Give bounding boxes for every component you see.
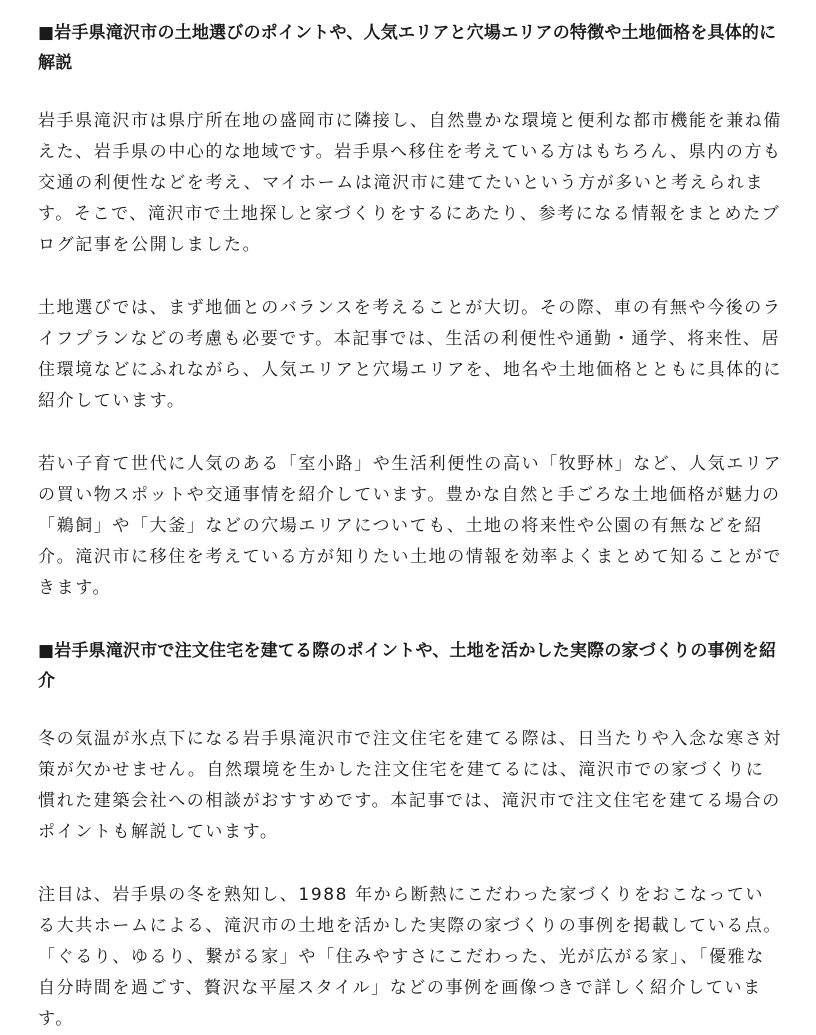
paragraph: 冬の気温が氷点下になる岩手県滝沢市で注文住宅を建てる際は、日当たりや入念な寒さ対策が欠かせません。自然環境を生かした注文住宅を建てるには、滝沢市での家づくりに慣れた建築会社への相談がおすすめです。本記事では、滝沢市で注文住宅を建てる場合のポイントも解説しています。 xyxy=(38,729,782,842)
paragraph: 岩手県滝沢市は県庁所在地の盛岡市に隣接し、自然豊かな環境と便利な都市機能を兼ね備えた、岩手県の中心的な地域です。岩手県へ移住を考えている方はもちろん、県内の方も交通の利便性などを考え、マイホームは滝沢市に建てたいという方が多いと考えられます。そこで、滝沢市で土地探しと家づくりをするにあたり、参考になる情報をまとめたブログ記事を公開しました。 xyxy=(38,111,782,255)
section-custom-home xyxy=(38,636,782,1035)
paragraph: 注目は、岩手県の冬を熟知し、1988 年から断熱にこだわった家づくりをおこなっている大共ホームによる、滝沢市の土地を活かした実際の家づくりの事例を掲載している点。「ぐるり、ゆるり、繋がる家」や「住みやすさにこだわった、光が広がる家」、「優雅な自分時間を過ごす、贅沢な平屋スタイル」などの事例を画像つきで詳しく紹介しています。 xyxy=(38,885,782,1029)
section-heading: ■岩手県滝沢市で注文住宅を建てる際のポイントや、土地を活かした実際の家づくりの事例を紹介 xyxy=(38,641,777,691)
section-heading: ■岩手県滝沢市の土地選びのポイントや、人気エリアと穴場エリアの特徴や土地価格を具体的に解説 xyxy=(38,23,777,73)
section-land-selection xyxy=(38,18,782,604)
paragraph: 若い子育て世代に人気のある「室小路」や生活利便性の高い「牧野林」など、人気エリアの買い物スポットや交通事情を紹介しています。豊かな自然と手ごろな土地価格が魅力の「鵜飼」や「大釜」などの穴場エリアについても、土地の将来性や公園の有無などを紹介。滝沢市に移住を考えている方が知りたい土地の情報を効率よくまとめて知ることができます。 xyxy=(38,454,782,598)
paragraph: 土地選びでは、まず地価とのバランスを考えることが大切。その際、車の有無や今後のライフプランなどの考慮も必要です。本記事では、生活の利便性や通勤・通学、将来性、居住環境などにふれながら、人気エリアと穴場エリアを、地名や土地価格とともに具体的に紹介しています。 xyxy=(38,298,782,411)
